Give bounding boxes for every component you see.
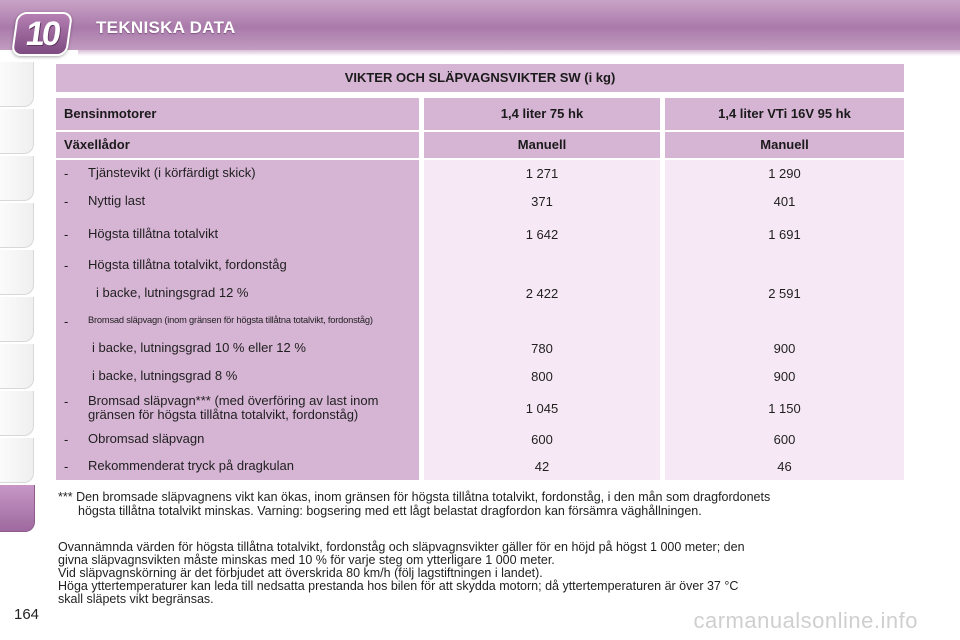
row-value-1: 1 642: [525, 227, 559, 242]
header-col2: Manuell: [665, 132, 904, 158]
footnote-line-2: högsta tillåtna totalvikt minskas. Varning: bogsering med ett lågt belastat dragfordon kan försämra väghållningen.: [78, 504, 702, 518]
row-label: Nyttig last: [88, 193, 146, 208]
row-dash: -: [64, 314, 69, 329]
row-value-1: 780: [531, 341, 553, 356]
side-tab[interactable]: [0, 297, 34, 342]
side-tab[interactable]: [0, 391, 34, 436]
row-label: Obromsad släpvagn: [88, 431, 205, 446]
watermark: carmanualsonline.info: [693, 608, 918, 633]
header-col1: Manuell: [424, 132, 660, 158]
table-title: VIKTER OCH SLÄPVAGNSVIKTER SW (i kg): [56, 64, 904, 92]
side-chapter-tabs: [0, 62, 34, 534]
row-value-2: 1 691: [768, 227, 801, 242]
row-dash: -: [64, 432, 69, 447]
notes-paragraph: [58, 541, 906, 606]
row-label: Rekommenderat tryck på dragkulan: [88, 458, 294, 473]
paragraph-line-5: skall släpets vikt begränsas.: [58, 592, 214, 606]
header-col2: 1,4 liter VTi 16V 95 hk: [665, 98, 904, 130]
paragraph-line-4: Höga yttertemperaturer kan leda till nedsatta prestanda hos bilen för att skydda motorn; då yttertemperaturen är över 37 °C: [58, 579, 739, 593]
header-label: Bensinmotorer: [56, 98, 419, 130]
row-label: Bromsad släpvagn*** (med överföring av last inom: [88, 393, 379, 408]
row-value-2: 600: [773, 432, 796, 447]
chapter-title: TEKNISKA DATA: [96, 18, 236, 37]
side-tab[interactable]: [0, 203, 34, 248]
row-value-1: 1 045: [525, 401, 559, 416]
row-dash: -: [64, 459, 69, 474]
row-value-2: 900: [773, 369, 796, 384]
row-dash: -: [64, 194, 69, 209]
row-label: Tjänstevikt (i körfärdigt skick): [88, 165, 256, 180]
side-tab[interactable]: [0, 62, 34, 107]
row-value-2: 401: [773, 194, 796, 209]
header-label: Växellådor: [56, 132, 419, 158]
row-dash: -: [64, 258, 69, 273]
chapter-number-badge: 10: [11, 12, 73, 56]
row-value-1: 371: [531, 194, 553, 209]
row-value-2: 900: [773, 341, 796, 356]
footnote: [58, 490, 906, 518]
row-label: Högsta tillåtna totalvikt, fordonståg: [88, 257, 287, 272]
paragraph-line-2: givna släpvagnsvikten måste minskas med 10 % för varje steg om ytterligare 1 000 meter.: [58, 553, 555, 567]
header-col1: 1,4 liter 75 hk: [424, 98, 660, 130]
side-tab[interactable]: [0, 438, 34, 483]
side-tab[interactable]: [0, 156, 34, 201]
row-value-2: 1 150: [768, 401, 801, 416]
row-dash: -: [64, 166, 69, 181]
side-tab[interactable]: [0, 250, 34, 295]
paragraph-line-3: Vid släpvagnskörning är det förbjudet att överskrida 80 km/h (följ lagstiftningen i landet).: [58, 566, 543, 580]
row-value-2: 46: [777, 459, 792, 474]
row-label: i backe, lutningsgrad 12 %: [96, 285, 249, 300]
row-label: Bromsad släpvagn (inom gränsen för högsta tillåtna totalvikt, fordonståg): [88, 315, 373, 326]
row-value-1: 600: [531, 432, 553, 447]
paragraph-line-1: Ovannämnda värden för högsta tillåtna totalvikt, fordonståg och släpvagnsvikter gäller för en höjd på högst 1 000 meter; den: [58, 540, 745, 554]
row-value-1: 2 422: [525, 286, 559, 301]
row-label-continued: gränsen för högsta tillåtna totalvikt, fordonståg): [88, 407, 359, 422]
table-header-gearbox: [56, 132, 904, 158]
row-value-1: 42: [534, 459, 550, 474]
row-label: i backe, lutningsgrad 8 %: [92, 368, 238, 383]
side-tab[interactable]: [0, 344, 34, 389]
side-tab-active[interactable]: [0, 485, 35, 532]
row-value-2: 2 591: [768, 286, 801, 301]
row-dash: -: [64, 227, 69, 242]
side-tab[interactable]: [0, 109, 34, 154]
row-value-1: 800: [531, 369, 553, 384]
row-dash: -: [64, 394, 69, 409]
footnote-line-1: *** Den bromsade släpvagnens vikt kan ökas, inom gränsen för högsta tillåtna totalvikt, fordonståg, i den mån som dragfordonets: [58, 490, 771, 504]
row-value-1: 1 271: [525, 166, 559, 181]
table-header-engines: [56, 98, 904, 130]
row-value-2: 1 290: [768, 166, 801, 181]
row-label: i backe, lutningsgrad 10 % eller 12 %: [92, 340, 306, 355]
row-label: Högsta tillåtna totalvikt: [88, 226, 219, 241]
page-number: 164: [14, 606, 40, 623]
